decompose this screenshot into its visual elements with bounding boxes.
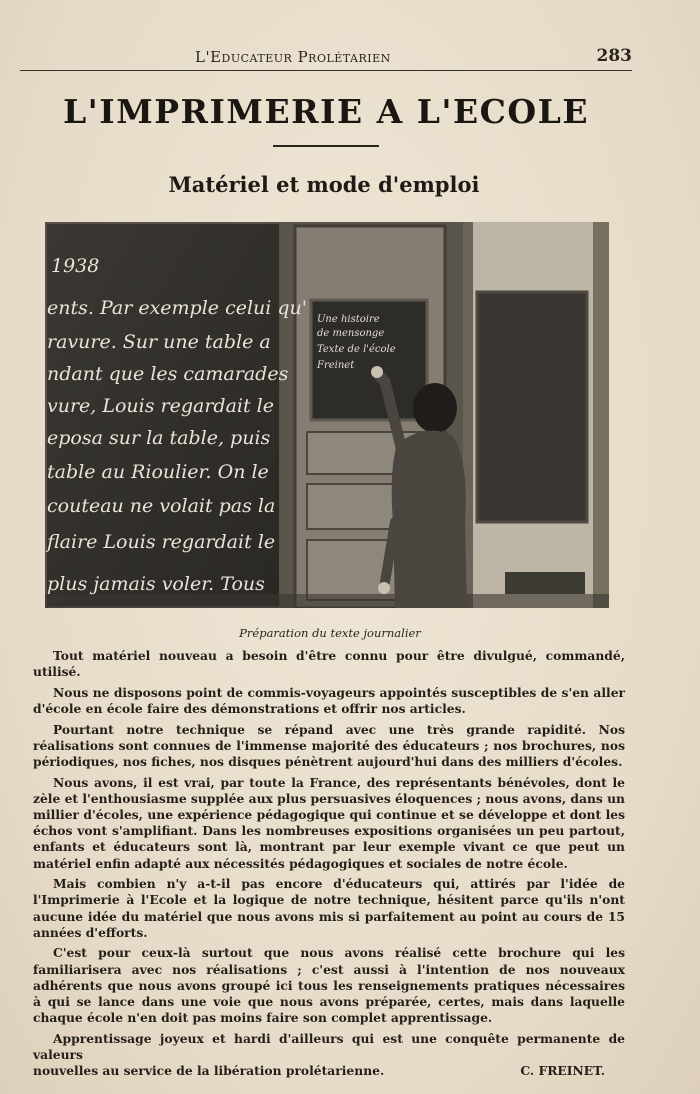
- closing-text: nouvelles au service de la libération prolétarienne.: [33, 1063, 385, 1079]
- paragraph: Mais combien n'y a-t-il pas encore d'éducateurs qui, attirés par l'idée de l'Imprimerie à l'Ecole et la logique de notre technique, hésitent parce qu'ils n'ont aucune idée du matériel que nous avons mis si parfaitement au point au cours de 15 années d'efforts.: [33, 876, 625, 940]
- title-underline: [273, 145, 379, 147]
- paragraph: Pourtant notre technique se répand avec une très grande rapidité. Nos réalisations sont connues de l'immense majorité des éducateurs ; nos brochures, nos périodiques, nos fiches, nos disques pénètrent aujourd'hui dans des milliers d'écoles.: [33, 721, 625, 769]
- article-subtitle: Matériel et mode d'emploi: [168, 172, 480, 197]
- closing-last-line: [33, 1063, 625, 1079]
- header-rule: [20, 70, 632, 71]
- classroom-photo: [45, 222, 609, 608]
- board-line: flaire Louis regardait le: [47, 531, 276, 553]
- board-line: couteau ne volait pas la: [47, 495, 276, 517]
- paragraph: Tout matériel nouveau a besoin d'être connu pour être divulgué, commandé, utilisé.: [33, 648, 625, 680]
- paragraph: Nous avons, il est vrai, par toute la France, des représentants bénévoles, dont le zèle et l'enthousiasme supplée aux plus persuasives éloquences ; nous avons, dans un millier d'écoles, une expérience pédagogique qui continue et se développe et dont les échos vont s'amplifiant. Dans les nombreuses expositions organisées un peu partout, enfants et éducateurs sont là, montrant par leur exemple vivant ce que peut un matériel enfin adapté aux nécessités pédagogiques et sociales de notre école.: [33, 774, 625, 871]
- door-board-line: Freinet: [317, 360, 355, 371]
- paragraph: Nous ne disposons point de commis-voyageurs appointés susceptibles de s'en aller d'école en école faire des démonstrations et offrir nos articles.: [33, 684, 625, 716]
- door-board-line: de mensonge: [317, 328, 385, 339]
- photo-caption: Préparation du texte journalier: [239, 626, 421, 640]
- right-blackboard: [477, 292, 587, 522]
- page-number: 283: [596, 46, 632, 66]
- board-line: eposa sur la table, puis: [47, 427, 271, 449]
- board-year: 1938: [51, 255, 100, 277]
- board-line: ents. Par exemple celui qu': [47, 297, 308, 319]
- author-signature: C. FREINET.: [520, 1063, 605, 1079]
- paragraph: C'est pour ceux-là surtout que nous avons réalisé cette brochure qui les familiarisera avec nos réalisations ; c'est aussi à l'intention de nos nouveaux adhérents que nous avons groupé ici tous les renseignements pratiques nécessaires à qui se lance dans une voie que nous avons préparée, certes, mais dans laquelle chaque école n'en doit pas moins faire son complet apprentissage.: [33, 945, 625, 1026]
- board-line: table au Rioulier. On le: [47, 461, 269, 483]
- closing-first-line: Apprentissage joyeux et hardi d'ailleurs qui est une conquête permanente de valeurs: [33, 1030, 625, 1063]
- board-line: vure, Louis regardait le: [47, 395, 274, 417]
- door-board-line: Une histoire: [317, 314, 380, 325]
- closing-paragraph: [33, 1031, 625, 1063]
- board-line: plus jamais voler. Tous: [47, 573, 265, 595]
- door-board-line: Texte de l'école: [317, 344, 396, 355]
- running-header: [20, 44, 632, 70]
- article-title: L'IMPRIMERIE A L'ECOLE: [62, 92, 590, 131]
- running-title: L'Educateur Prolétarien: [195, 48, 391, 66]
- article-body: [33, 648, 625, 1079]
- board-line: ndant que les camarades: [47, 363, 289, 385]
- board-line: ravure. Sur une table a: [47, 331, 271, 353]
